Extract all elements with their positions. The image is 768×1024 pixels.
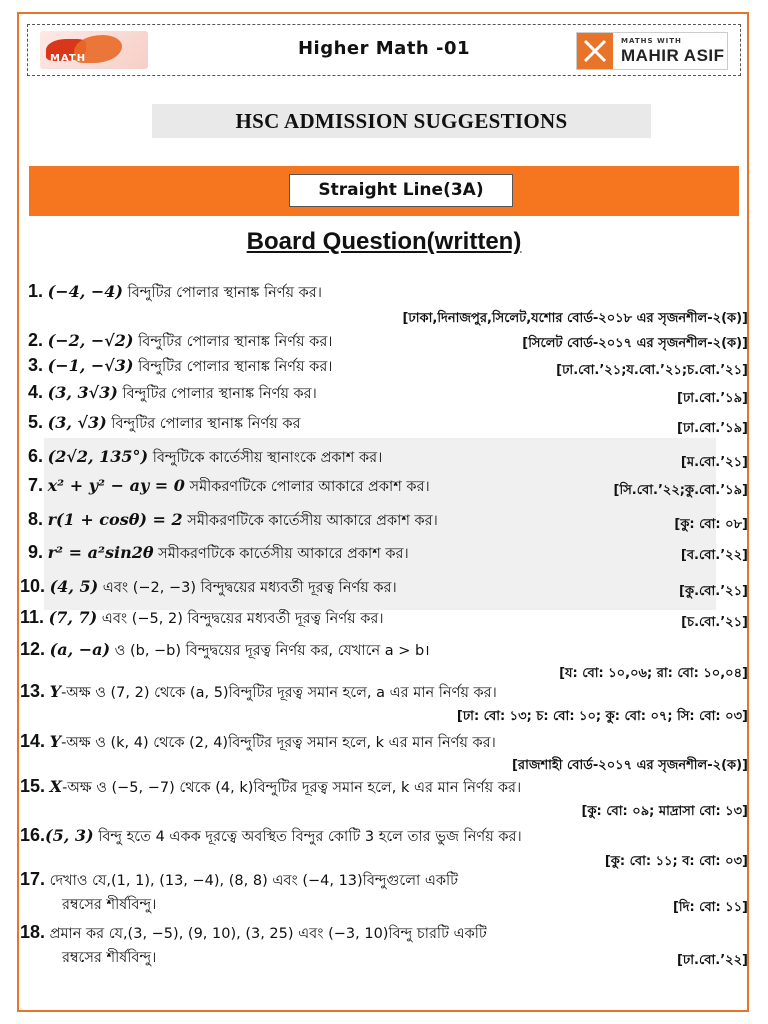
question-10: 10. (4, 5) এবং (−2, −3) বিন্দুদ্বয়ের মধ্যবর্তী দূরত্ব নির্ণয় কর। (20, 576, 397, 596)
question-8: 8. r(1 + cosθ) = 2 সমীকরণটিকে কার্তেসীয় আকারে প্রকাশ কর। (28, 509, 438, 529)
question-13-source: [ঢা: বো: ১৩; চ: বো: ১০; কু: বো: ০৭; সি: বো: ০৩] (456, 709, 748, 724)
question-2-source: [সিলেট বোর্ড-২০১৭ এর সৃজনশীল-২(ক)] (522, 336, 748, 351)
chapter-band (29, 166, 739, 216)
question-17-continuation: রম্বসের শীর্ষবিন্দু। (62, 897, 157, 913)
question-14-source: [রাজশাহী বোর্ড-২০১৭ এর সৃজনশীল-২(ক)] (511, 758, 748, 773)
logo-left-text: MATH (50, 53, 87, 64)
question-1-source: [ঢাকা,দিনাজপুর,সিলেট,যশোর বোর্ড-২০১৮ এর সৃজনশীল-২(ক)] (402, 311, 748, 326)
question-15-source: [কু: বো: ০৯; মাদ্রাসা বো: ১৩] (581, 804, 748, 819)
question-7: 7. x² + y² − ay = 0 সমীকরণটিকে পোলার আকারে প্রকাশ কর। (28, 475, 430, 495)
question-18: 18. প্রমান কর যে,(3, −5), (9, 10), (3, 25) এবং (−3, 10)বিন্দু চারটি একটি (20, 922, 487, 942)
question-1: 1. (−4, −4) বিন্দুটির পোলার স্থানাঙ্ক নির্ণয় কর। (28, 281, 322, 301)
section-title: Board Question(written) (246, 228, 522, 255)
page-header (27, 24, 741, 76)
question-2: 2. (−2, −√2) বিন্দুটির পোলার স্থানাঙ্ক নির্ণয় কর। (28, 330, 333, 350)
question-6-source: [ম.বো.’২১] (680, 455, 748, 470)
question-5-source: [ঢা.বো.’১৯] (677, 421, 748, 436)
question-3: 3. (−1, −√3) বিন্দুটির পোলার স্থানাঙ্ক নির্ণয় কর। (28, 355, 333, 375)
question-9: 9. r² = a²sin2θ সমীকরণটিকে কার্তেসীয় আকারে প্রকাশ কর। (28, 542, 409, 562)
question-4: 4. (3, 3√3) বিন্দুটির পোলার স্থানাঙ্ক নির্ণয় কর। (28, 382, 317, 402)
question-5: 5. (3, √3) বিন্দুটির পোলার স্থানাঙ্ক নির্ণয় কর (28, 412, 301, 432)
logo-right-small: MATHS WITH (621, 37, 682, 45)
question-8-source: [কু: বো: ০৮] (674, 517, 748, 532)
question-15: 15. X-অক্ষ ও (−5, −7) থেকে (4, k)বিন্দুটির দূরত্ব সমান হলে, k এর মান নির্ণয় কর। (20, 776, 522, 796)
question-11: 11. (7, 7) এবং (−5, 2) বিন্দুদ্বয়ের মধ্যবর্তী দূরত্ব নির্ণয় কর। (20, 607, 384, 627)
question-17: 17. দেখাও যে,(1, 1), (13, −4), (8, 8) এবং (−4, 13)বিন্দুগুলো একটি (20, 869, 459, 889)
question-17-source: [দি: বো: ১১] (672, 900, 748, 915)
brand-logo-right (576, 32, 728, 70)
question-3-source: [ঢা.বো.’২১;য.বো.’২১;চ.বো.’২১] (556, 363, 748, 378)
question-9-source: [ব.বো.’২২] (680, 548, 748, 563)
question-16-source: [কু: বো: ১১; ব: বো: ০৩] (604, 854, 748, 869)
question-18-source: [ঢা.বো.’২২] (676, 953, 748, 968)
logo-right-big: MAHIR ASIF (621, 46, 725, 65)
question-7-source: [সি.বো.’২২;কু.বো.’১৯] (613, 483, 748, 498)
question-12-source: [য: বো: ১০,০৬; রা: বো: ১০,০৪] (559, 666, 748, 681)
question-16: 16.(5, 3) বিন্দু হতে 4 একক দূরত্বে অবস্থিত বিন্দুর কোটি 3 হলে তার ভুজ নির্ণয় কর। (20, 825, 522, 845)
question-12: 12. (a, −a) ও (b, −b) বিন্দুদ্বয়ের দূরত্ব নির্ণয় কর, যেখানে a > b। (20, 639, 430, 659)
chapter-title: Straight Line(3A) (289, 174, 513, 207)
question-14: 14. Y-অক্ষ ও (k, 4) থেকে (2, 4)বিন্দুটির দূরত্ব সমান হলে, k এর মান নির্ণয় কর। (20, 731, 496, 751)
x-logo-icon (577, 33, 613, 69)
question-13: 13. Y-অক্ষ ও (7, 2) থেকে (a, 5)বিন্দুটির দূরত্ব সমান হলে, a এর মান নির্ণয় কর। (20, 681, 497, 701)
question-4-source: [ঢা.বো.’১৯] (677, 391, 748, 406)
header-title: Higher Math -01 (297, 38, 471, 59)
question-10-source: [কু.বো.’২১] (679, 584, 748, 599)
question-18-continuation: রম্বসের শীর্ষবিন্দু। (62, 950, 157, 966)
document-subtitle: HSC ADMISSION SUGGESTIONS (152, 104, 651, 138)
question-11-source: [চ.বো.’২১] (681, 615, 748, 630)
question-6: 6. (2√2, 135°) বিন্দুটিকে কার্তেসীয় স্থানাংকে প্রকাশ কর। (28, 446, 383, 466)
